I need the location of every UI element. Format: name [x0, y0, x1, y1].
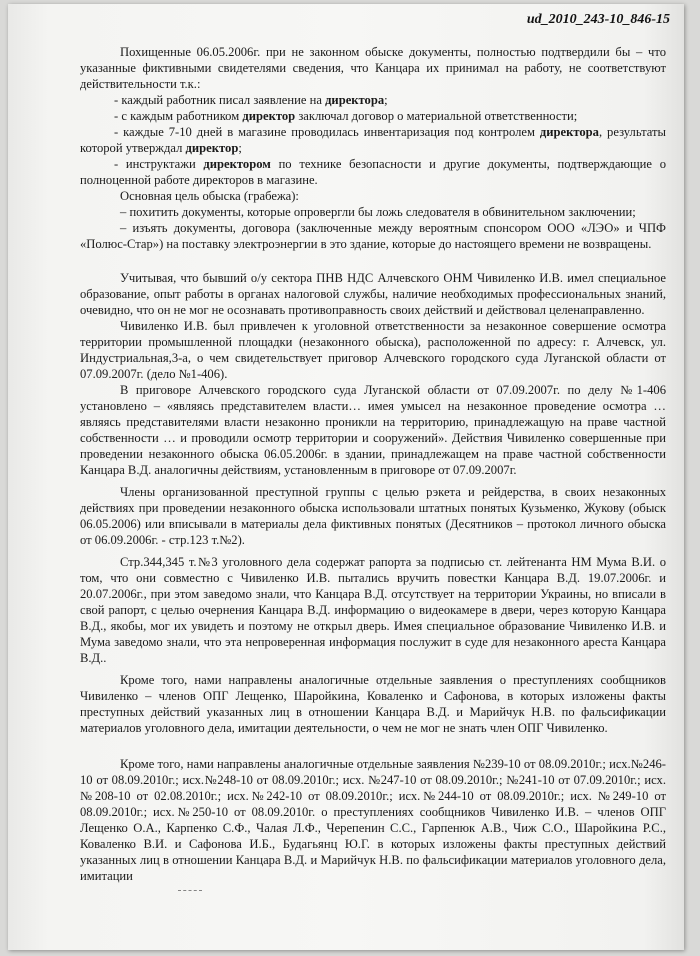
- goal-item: – похитить документы, которые опровергли бы ложь следователя в обвинительном заключении;: [120, 205, 636, 219]
- paragraph-court-verdict: В приговоре Алчевского городского суда Луганской области от 07.09.2007г. по делу №1-406 установлено – «являясь представителем власти… имея умысел на незаконное проведение осмотра … являясь представителями власти незаконно проникли на территорию, принадлежащую на праве частной собственности … и проводили осмотр территории и сооружений». Действия Чивиленко совершенные при проведении незаконного обыска 06.05.2006г. в здании, принадлежащем на праве частной собственности Канцара В.Д. аналогичны действиям, установленным в приговоре от 07.09.2007г.: [80, 383, 666, 477]
- list-item: - инструктажи директором по технике безопасности и другие документы, подтверждающие о полноценной работе директоров в магазине.: [80, 157, 666, 187]
- document-page: [8, 4, 684, 950]
- goal-item: – изъять документы, договора (заключенные между вероятным спонсором ООО «ЛЭО» и ЧПФ «Полюс-Стар») на поставку электроэнергии в это здание, которые до настоящего времени не возвращены.: [80, 221, 666, 251]
- list-item: - каждые 7-10 дней в магазине проводилась инвентаризация под контролем директора, результаты которой утверждал директор;: [80, 125, 666, 155]
- paragraph-accomplices: Кроме того, нами направлены аналогичные отдельные заявления о преступлениях сообщников Чивиленко – членов ОПГ Лещенко, Шаройкина, Коваленко и Сафонова, в которых изложены факты преступных действий указанных лиц в отношении Канцара В.Д. и Марийчук Н.В. по фальсификации материалов уголовного дела, имитации деятельности, о чем не мог не знать член ОПГ Чивиленко.: [80, 673, 666, 735]
- list-item: - каждый работник писал заявление на директора;: [114, 93, 388, 107]
- paragraph-organized-group: Члены организованной преступной группы с целью рэкета и рейдерства, в своих незаконных действиях при проведении незаконного обыска использовали штатных понятых Кузьменко, Жукову (обыск 06.05.2006) или вписывали в материалы дела фиктивных понятых (Десятников – протокол личного обыска от 06.09.2006г. - стр.123 т.№2).: [80, 485, 666, 547]
- paragraph-reports: Стр.344,345 т.№3 уголовного дела содержат рапорта за подписью ст. лейтенанта НМ Мума В.И. о том, что они совместно с Чивиленко И.В. пытались вручить повестки Канцара В.Д. 19.07.2006г. и 20.07.2006г., при этом заведомо знали, что Канцара В.Д. отсутствует на территории Украины, но вписали в свой рапорт, с целью очернения Канцара В.Д. информацию о видеокамере в двери, через которую Канцара В.Д., якобы, мог их увидеть и поэтому не открыл дверь. Имея специальное образование Чивиленко И.В. и Мума заведомо знали, что эта непроверенная информация послужит в суде для незаконного ареста Канцара В.Д..: [80, 555, 666, 665]
- scan-mark: [178, 882, 202, 891]
- document-body: [80, 44, 666, 884]
- list-item: - с каждым работником директор заключал договор о материальной ответственности;: [114, 109, 578, 123]
- paragraph-chivilenko-education: Учитывая, что бывший о/у сектора ПНВ НДС Алчевского ОНМ Чивиленко И.В. имел специальное образование, опыт работы в органах налоговой службы, наличие необходимых профессиональных знаний, очевидно, что он не мог не осознавать противоправность своих действий и действовал целенаправленно.: [80, 271, 666, 317]
- document-id: ud_2010_243-10_846-15: [526, 12, 670, 27]
- search-goal-heading: Основная цель обыска (грабежа):: [120, 189, 299, 203]
- paragraph-statements-list: Кроме того, нами направлены аналогичные отдельные заявления №239-10 от 08.09.2010г.; исх.№246-10 от 08.09.2010г.; исх.№248-10 от 08.09.2010г.; исх. №247-10 от 08.09.2010г.; №241-10 от 07.09.2010г.; исх.№208-10 от 02.08.2010г.; исх.№242-10 от 08.09.2010г.; исх.№244-10 от 08.09.2010г.; исх. №249-10 от 08.09.2010г.; исх.№250-10 от 08.09.2010г. о преступлениях сообщников Чивиленко И.В. – членов ОПГ Лещенко О.А., Карпенко С.Ф., Чалая Л.Ф., Черепенин С.С., Гарпенюк А.В., Чиж С.О., Шаройкина Р.С., Коваленко В.И. и Сафонова И.Б., Будагьянц Ю.Г. в которых изложены факты преступных действий указанных лиц в отношении Канцара В.Д. и Марийчук Н.В. по фальсификации материалов уголовного дела, имитации: [80, 757, 666, 883]
- paragraph-criminal-liability: Чивиленко И.В. был привлечен к уголовной ответственности за незаконное совершение осмотра территории промышленной площадки (незаконного обыска), расположенной по адресу: г. Алчевск, ул. Индустриальная,3-а, о чем свидетельствует приговор Алчевского городского суда Луганской области от 07.09.2007г. (дело №1-406).: [80, 319, 666, 381]
- paragraph-stolen-documents: Похищенные 06.05.2006г. при не законном обыске документы, полностью подтвердили бы – что указанные фиктивными свидетелями сведения, что Канцара их принимал на работу, не соответствуют действительности т.к.:: [80, 45, 666, 91]
